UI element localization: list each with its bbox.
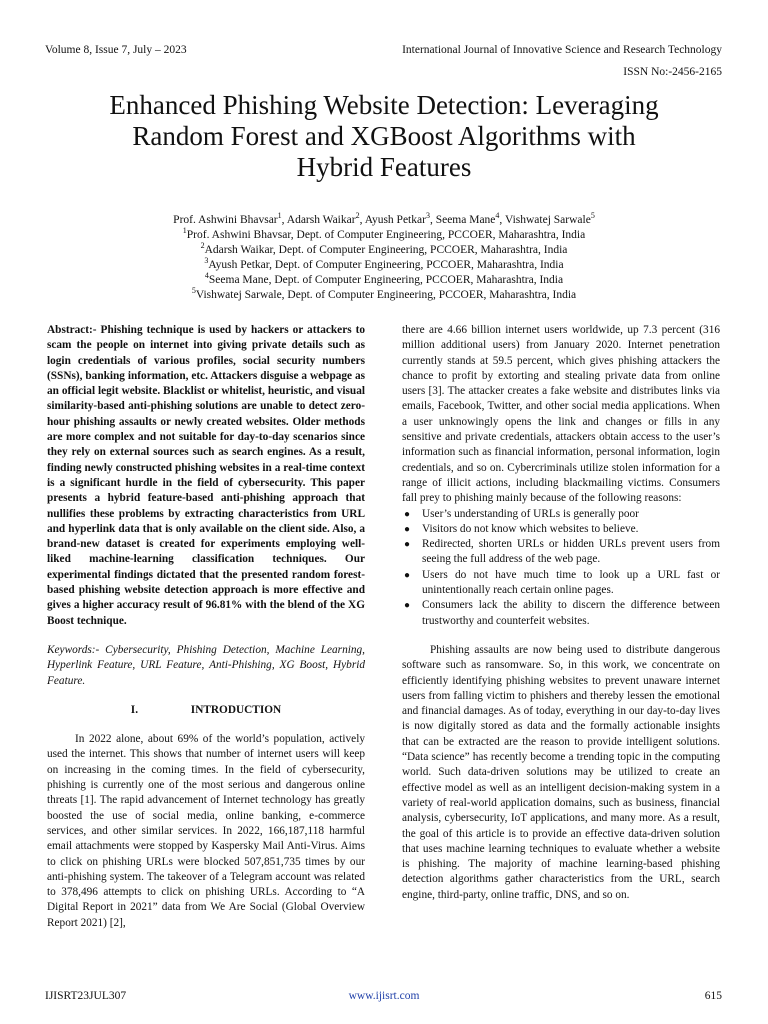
- section-number: I.: [130, 703, 139, 716]
- author-sep: ,: [281, 214, 287, 226]
- affiliation-text: Prof. Ashwini Bhavsar, Dept. of Computer Engineering, PCCOER, Maharashtra, India: [186, 229, 586, 241]
- list-item-text: Redirected, shorten URLs or hidden URLs prevent users from seeing the full address of the web page.: [422, 538, 720, 566]
- author-sup: 2: [355, 211, 360, 221]
- author-sep: ,: [429, 214, 436, 226]
- list-item: [402, 522, 720, 537]
- affiliation: [40, 288, 728, 303]
- right-column: [402, 323, 720, 903]
- bullet-icon: ●: [404, 569, 411, 581]
- section-heading: [47, 703, 365, 718]
- author-sup: 4: [495, 211, 500, 221]
- list-item-text: Visitors do not know which websites to believe.: [422, 522, 639, 535]
- author-sup: 5: [590, 211, 595, 221]
- author-sep: ,: [359, 214, 365, 226]
- page-number: 615: [704, 990, 722, 1002]
- issn: ISSN No:-2456-2165: [623, 66, 722, 78]
- bullet-icon: ●: [404, 508, 411, 520]
- affiliation: [40, 258, 728, 273]
- bullet-icon: ●: [404, 600, 411, 612]
- section-title: INTRODUCTION: [190, 703, 282, 716]
- affiliation-sup: 3: [204, 256, 209, 266]
- title-line: Hybrid Features: [296, 152, 472, 182]
- authors-block: [40, 213, 728, 303]
- list-item: [402, 507, 720, 522]
- author-list: [40, 213, 728, 228]
- list-item-text: Users do not have much time to look up a URL fast or unintentionally reach certain online pages.: [422, 568, 720, 597]
- abstract: Abstract:- Phishing technique is used by hackers or attackers to scam the people on internet into giving private details such as login credentials of various profiles, social security numbers (SSNs), banking information, etc. Attackers disguise a webpage as an official legit website. Blacklist or whitelist, heuristic, and visual similarity-based anti-phishing solutions are unable to detect zero-hour phishing assaults or newly created websites. Older methods are more complex and not suitable for day-to-day scenarios since they rely on external sources such as search engines. As a result, finding newly constructed phishing websites in a real-time context is a significant hurdle in the field of cybersecurity. This paper presents a hybrid feature-based anti-phishing approach that nullifies these problems by extracting characteristics from URL and hyperlink data that is only available on the client side. Also, a brand-new dataset is created for experiments employing well-liked machine-learning classification techniques. Our experimental findings dictated that the presented random forest-based phishing website detection approach is more effective and gives a higher accuracy result of 96.81% with the blend of the XG Boost technique.: [47, 324, 365, 627]
- list-item: [402, 537, 720, 568]
- affiliation-text: Ayush Petkar, Dept. of Computer Engineering, PCCOER, Maharashtra, India: [208, 259, 564, 271]
- keywords: Keywords:- Cybersecurity, Phishing Detection, Machine Learning, Hyperlink Feature, URL Feature, Anti-Phishing, XG Boost, Hybrid Feature.: [47, 643, 365, 687]
- journal-url[interactable]: www.ijisrt.com: [348, 990, 420, 1002]
- author-name: Seema Mane: [435, 214, 496, 226]
- title-line: Random Forest and XGBoost Algorithms with: [132, 121, 636, 151]
- affiliation-sup: 2: [200, 241, 205, 251]
- paper-title: [40, 90, 728, 183]
- author-name: Ayush Petkar: [364, 214, 426, 226]
- bullet-icon: ●: [404, 539, 411, 551]
- affiliation-text: Adarsh Waikar, Dept. of Computer Engineering, PCCOER, Maharashtra, India: [204, 244, 568, 256]
- affiliation-sup: 4: [204, 271, 209, 281]
- list-item: [402, 568, 720, 599]
- affiliation-text: Vishwatej Sarwale, Dept. of Computer Engineering, PCCOER, Maharashtra, India: [195, 289, 577, 301]
- author-name: Adarsh Waikar: [286, 214, 356, 226]
- journal-name: International Journal of Innovative Science and Research Technology: [402, 44, 722, 56]
- intro-paragraph: In 2022 alone, about 69% of the world’s population, actively used the internet. This shows that number of internet users will keep on increasing in the coming times. In the field of cybersecurity, phishing is currently one of the most serious and dangerous online threats [1]. The rapid advancement of Internet technology has greatly boosted the use of social media, online banking, e-commerce services, and other similar services. In 2022, 166,187,118 harmful email attachments were stopped by Kaspersky Mail Anti-Virus. Aims to click on phishing URLs were blocked 507,851,735 times by our anti-phishing system. The takeover of a Telegram account was related to 378,496 attempts to click on phishing URLs. According to “A Digital Report in 2021” data from We Are Social (Global Overview Report 2021) [2],: [47, 733, 365, 929]
- affiliation: [40, 243, 728, 258]
- list-item: [402, 598, 720, 629]
- volume-issue: Volume 8, Issue 7, July – 2023: [45, 44, 187, 56]
- bullet-icon: ●: [404, 523, 411, 535]
- author-sep: ,: [499, 214, 505, 226]
- body-paragraph: there are 4.66 billion internet users worldwide, up 7.3 percent (316 million additional users) from January 2020. Internet penetration currently stands at 59.5 percent, which gives phishing attackers the chance to profit by extorting and stealing private data from online users [3]. The attacker creates a fake website and distributes links via emails, Facebook, Twitter, and other social media applications. When a user unknowingly opens the link and changes or fills in any sensitive and private credentials, attackers obtain access to the user’s information such as financial information, personal information, login credentials, and so on. Cybercriminals utilize stolen information for a range of illicit actions, including blackmailing victims. Consumers fall prey to phishing mainly because of the following reasons:: [402, 324, 720, 505]
- affiliation-text: Seema Mane, Dept. of Computer Engineering, PCCOER, Maharashtra, India: [208, 274, 564, 286]
- list-item-text: User’s understanding of URLs is generally poor: [422, 507, 639, 520]
- author-name: Vishwatej Sarwale: [504, 214, 591, 226]
- list-item-text: Consumers lack the ability to discern the difference between trustworthy and counterfeit websites.: [422, 599, 720, 627]
- affiliation: [40, 228, 728, 243]
- left-column: [47, 323, 365, 931]
- author-sup: 1: [277, 211, 282, 221]
- reasons-list: [402, 507, 720, 629]
- affiliation: [40, 273, 728, 288]
- affiliation-sup: 5: [191, 286, 196, 296]
- title-line: Enhanced Phishing Website Detection: Leveraging: [109, 90, 659, 120]
- paper-code: IJISRT23JUL307: [45, 990, 127, 1002]
- affiliation-sup: 1: [182, 226, 187, 236]
- body-paragraph: Phishing assaults are now being used to distribute dangerous software such as ransomware. So, in this work, we concentrate on efficiently identifying phishing websites to prevent unaware internet users from falling victim to phishers and thereby lessen the emotional and financial damages. As of today, everything in our day-to-day lives is now digitally stored as data and the formally actionable insights that can be extracted are the reason to provide intelligent solutions. “Data science” has recently become a trending topic in the computing world. Such data-driven solutions may be utilized to create an effective model as well as an intelligent decision-making system in a variety of real-world application domains, such as business, financial analysis, cybersecurity, IoT applications, and many more. As a result, the goal of this article is to provide an effective data-driven solution that uses machine learning techniques to evaluate whether a website is phishing. The majority of machine learning-based phishing detection algorithms gather characteristics from the URL, search engine, third-party, online traffic, DNS, and so on.: [402, 643, 720, 901]
- author-sup: 3: [425, 211, 430, 221]
- author-name: Prof. Ashwini Bhavsar: [173, 214, 278, 226]
